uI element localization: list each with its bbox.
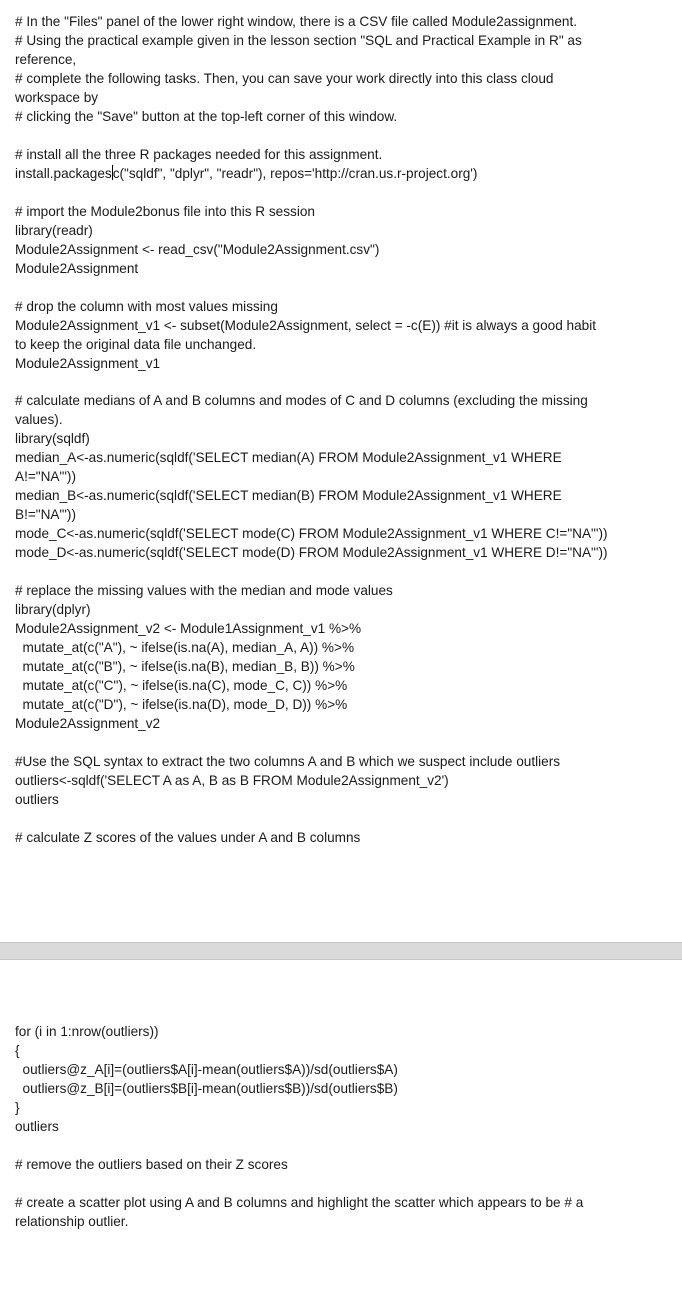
code-line: outliers	[15, 792, 59, 807]
code-line: #Use the SQL syntax to extract the two columns A and B which we suspect include outliers	[15, 754, 561, 769]
code-line: Module2Assignment_v1	[15, 356, 161, 371]
code-line: {	[15, 1043, 20, 1058]
code-line: outliers	[15, 1119, 59, 1134]
code-line: Module2Assignment_v2 <- Module1Assignment_v1 %>%	[15, 621, 362, 636]
code-line: # install all the three R packages needed for this assignment.	[15, 147, 383, 162]
code-line: # In the "Files" panel of the lower right window, there is a CSV file called Module2assignment.	[15, 14, 578, 29]
code-line: # clicking the "Save" button at the top-left corner of this window.	[15, 109, 398, 124]
code-line: outliers@z_A[i]=(outliers$A[i]-mean(outliers$A))/sd(outliers$A)	[15, 1062, 398, 1077]
code-line: # complete the following tasks. Then, you can save your work directly into this class cloud	[15, 71, 554, 86]
code-line: outliers<-sqldf('SELECT A as A, B as B FROM Module2Assignment_v2')	[15, 773, 449, 788]
code-line: # drop the column with most values missing	[15, 299, 278, 314]
code-line: # Using the practical example given in the lesson section "SQL and Practical Example in R" as	[15, 33, 582, 48]
code-line: median_B<-as.numeric(sqldf('SELECT median(B) FROM Module2Assignment_v1 WHERE	[15, 488, 562, 503]
code-line: outliers@z_B[i]=(outliers$B[i]-mean(outliers$B))/sd(outliers$B)	[15, 1081, 398, 1096]
code-line: }	[15, 1100, 20, 1115]
code-line: Module2Assignment_v1 <- subset(Module2Assignment, select = -c(E)) #it is always a good habit	[15, 318, 597, 333]
code-line: # remove the outliers based on their Z scores	[15, 1157, 288, 1172]
code-line: workspace by	[15, 90, 99, 105]
code-line: reference,	[15, 52, 77, 67]
code-line: mutate_at(c("A"), ~ ifelse(is.na(A), median_A, A)) %>%	[15, 640, 355, 655]
code-line: relationship outlier.	[15, 1214, 129, 1229]
script-editor-bottom[interactable]	[0, 960, 682, 1296]
code-line-with-cursor	[15, 164, 670, 183]
code-line: library(sqldf)	[15, 431, 90, 446]
code-line: # import the Module2bonus file into this R session	[15, 204, 315, 219]
code-line: # create a scatter plot using A and B columns and highlight the scatter which appears to be # a	[15, 1195, 584, 1210]
code-line: # replace the missing values with the median and mode values	[15, 583, 393, 598]
code-line: A!="NA"'))	[15, 469, 76, 484]
code-line: mutate_at(c("D"), ~ ifelse(is.na(D), mode_D, D)) %>%	[15, 697, 348, 712]
code-line: B!="NA"'))	[15, 507, 76, 522]
screenshot-divider	[0, 942, 682, 960]
code-line: to keep the original data file unchanged.	[15, 337, 257, 352]
code-line: Module2Assignment	[15, 261, 139, 276]
code-line: library(dplyr)	[15, 602, 91, 617]
code-line: mutate_at(c("C"), ~ ifelse(is.na(C), mode_C, C)) %>%	[15, 678, 348, 693]
code-fragment: install.packages	[15, 166, 112, 181]
code-line: mode_D<-as.numeric(sqldf('SELECT mode(D) FROM Module2Assignment_v1 WHERE D!="NA"'))	[15, 545, 608, 560]
code-line: values).	[15, 412, 63, 427]
code-line: median_A<-as.numeric(sqldf('SELECT median(A) FROM Module2Assignment_v1 WHERE	[15, 450, 562, 465]
code-line: Module2Assignment_v2	[15, 716, 161, 731]
code-line: # calculate medians of A and B columns and modes of C and D columns (excluding the missing	[15, 393, 588, 408]
code-line: # calculate Z scores of the values under A and B columns	[15, 830, 361, 845]
code-line: Module2Assignment <- read_csv("Module2Assignment.csv")	[15, 242, 380, 257]
code-line: for (i in 1:nrow(outliers))	[15, 1024, 159, 1039]
code-line: mutate_at(c("B"), ~ ifelse(is.na(B), median_B, B)) %>%	[15, 659, 355, 674]
code-fragment: c("sqldf", "dplyr", "readr"), repos='http://cran.us.r-project.org')	[112, 166, 478, 181]
code-line: mode_C<-as.numeric(sqldf('SELECT mode(C) FROM Module2Assignment_v1 WHERE C!="NA"'))	[15, 526, 608, 541]
code-line: library(readr)	[15, 223, 93, 238]
